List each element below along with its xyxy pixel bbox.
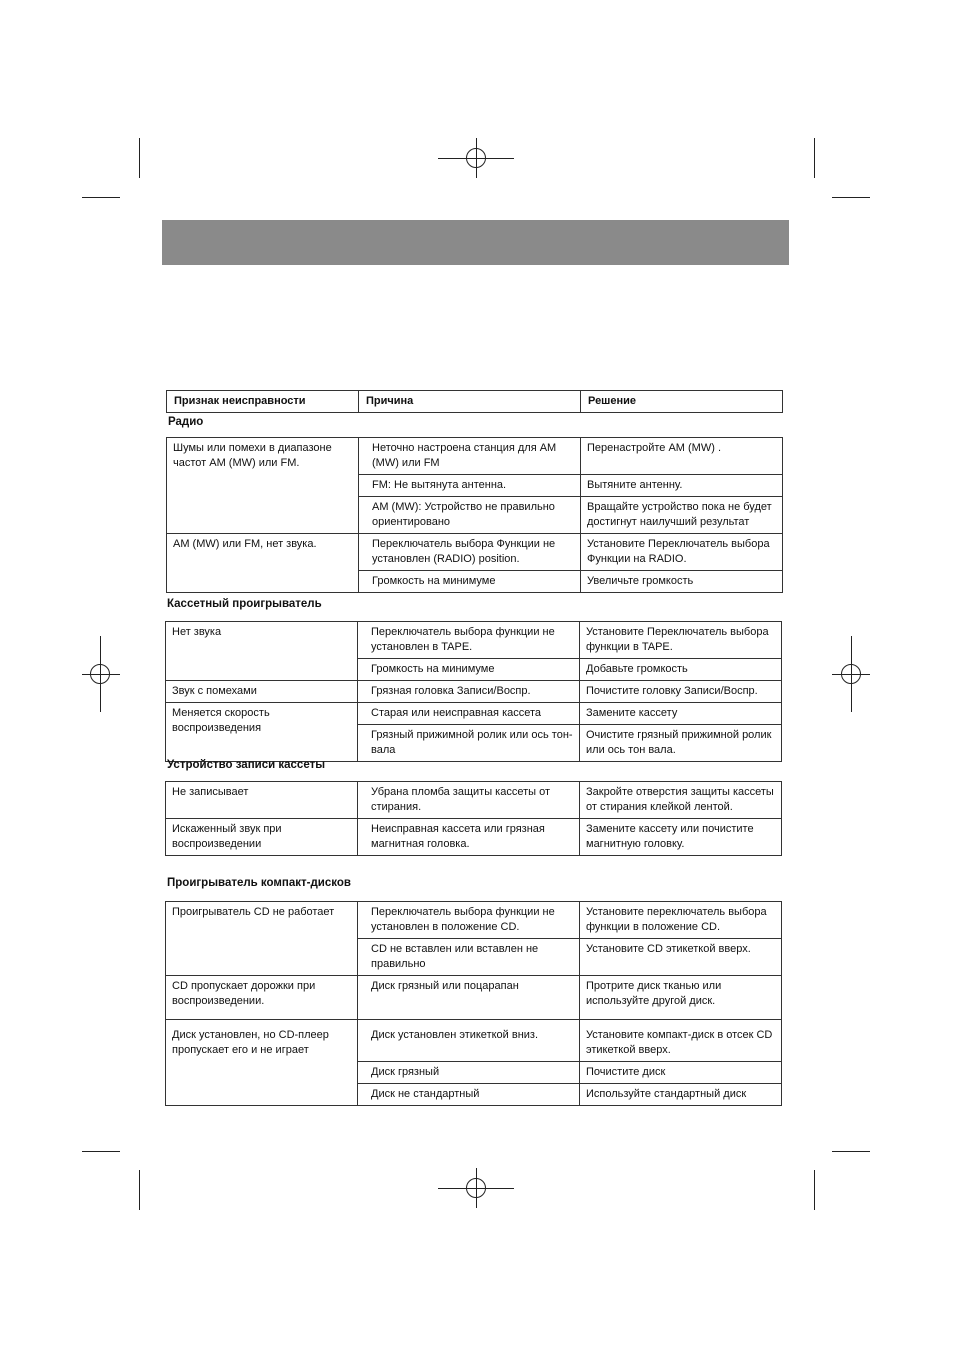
crop-mark [814, 138, 815, 178]
fix-cell: Используйте стандартный диск [580, 1084, 782, 1106]
table-row [167, 534, 783, 571]
cause-cell: Диск грязный [358, 1062, 580, 1084]
symptom-cell: Нет звука [166, 622, 358, 681]
cause-cell: FM: Не вытянута антенна. [359, 475, 581, 497]
cause-cell: Громкость на минимуме [359, 571, 581, 593]
fix-cell: Установите переключатель выбора функции в положение CD. [580, 902, 782, 939]
fix-cell: Вращайте устройство пока не будет достигнут наилучший результат [581, 497, 783, 534]
column-header-cause: Причина [359, 391, 581, 413]
table-row [166, 819, 782, 856]
fix-cell: Увеличьте громкость [581, 571, 783, 593]
crop-mark [82, 1151, 120, 1152]
cause-cell: Громкость на минимуме [358, 659, 580, 681]
symptom-cell: Меняется скорость воспроизведения [166, 703, 358, 762]
fix-cell: Добавьте громкость [580, 659, 782, 681]
symptom-cell: CD пропускает дорожки при воспроизведении. [166, 976, 358, 1020]
registration-line [476, 1168, 477, 1208]
fix-cell: Установите Переключатель выбора Функции на RADIO. [581, 534, 783, 571]
table-row [166, 703, 782, 725]
cause-cell: Грязный прижимной ролик или ось тон- вала [358, 725, 580, 762]
cause-cell: Диск установлен этикеткой вниз. [358, 1020, 580, 1062]
column-header-fix: Решение [581, 391, 783, 413]
fix-cell: Почистите диск [580, 1062, 782, 1084]
symptom-cell: Не записывает [166, 782, 358, 819]
crop-mark [139, 138, 140, 178]
table-row [166, 1020, 782, 1062]
column-header-symptom: Признак неисправности [167, 391, 359, 413]
crop-mark [82, 197, 120, 198]
table-row [166, 622, 782, 659]
cause-cell: AM (MW): Устройство не правильно ориентировано [359, 497, 581, 534]
crop-mark [139, 1170, 140, 1210]
column-header-table [166, 390, 783, 413]
cd-player-table [165, 901, 782, 1106]
cause-cell: Диск грязный или поцарапан [358, 976, 580, 1020]
fix-cell: Перенастройте AM (MW) . [581, 438, 783, 475]
cassette-recorder-table [165, 781, 782, 856]
registration-line [476, 138, 477, 178]
registration-line [100, 636, 101, 712]
symptom-cell: Искаженный звук при воспроизведении [166, 819, 358, 856]
cause-cell: Грязная головка Записи/Воспр. [358, 681, 580, 703]
section-title-cassette-recorder: Устройство записи кассеты [167, 759, 326, 771]
symptom-cell: Шумы или помехи в диапазоне частот AM (MW) или FM. [167, 438, 359, 534]
crop-mark [814, 1170, 815, 1210]
radio-table [166, 437, 783, 593]
cause-cell: Старая или неисправная кассета [358, 703, 580, 725]
fix-cell: Замените кассету [580, 703, 782, 725]
registration-line [851, 636, 852, 712]
cause-cell: Убрана пломба защиты кассеты от стирания. [358, 782, 580, 819]
page-header-bar [162, 220, 789, 265]
fix-cell: Установите CD этикеткой вверх. [580, 939, 782, 976]
section-title-cassette-player: Кассетный проигрыватель [167, 598, 322, 610]
fix-cell: Закройте отверстия защиты кассеты от стирания клейкой лентой. [580, 782, 782, 819]
section-title-cd-player: Проигрыватель компакт-дисков [167, 877, 351, 889]
cause-cell: Неисправная кассета или грязная магнитная головка. [358, 819, 580, 856]
table-row [166, 681, 782, 703]
fix-cell: Установите компакт-диск в отсек CD этикеткой вверх. [580, 1020, 782, 1062]
registration-line [82, 674, 120, 675]
fix-cell: Установите Переключатель выбора функции в TAPE. [580, 622, 782, 659]
cause-cell: Диск не стандартный [358, 1084, 580, 1106]
table-row [166, 902, 782, 939]
fix-cell: Замените кассету или почистите магнитную головку. [580, 819, 782, 856]
symptom-cell: Проигрыватель CD не работает [166, 902, 358, 976]
symptom-cell: Диск установлен, но CD-плеер пропускает его и не играет [166, 1020, 358, 1106]
fix-cell: Вытяните антенну. [581, 475, 783, 497]
cause-cell: Неточно настроена станция для AM (MW) или FM [359, 438, 581, 475]
table-row [166, 976, 782, 1020]
column-header-row [167, 391, 783, 413]
table-row [167, 438, 783, 475]
cause-cell: CD не вставлен или вставлен не правильно [358, 939, 580, 976]
fix-cell: Протрите диск тканью или используйте другой диск. [580, 976, 782, 1020]
fix-cell: Почистите головку Записи/Воспр. [580, 681, 782, 703]
cause-cell: Переключатель выбора Функции не установлен (RADIO) position. [359, 534, 581, 571]
crop-mark [832, 197, 870, 198]
crop-mark [832, 1151, 870, 1152]
symptom-cell: AM (MW) или FM, нет звука. [167, 534, 359, 593]
table-row [166, 782, 782, 819]
symptom-cell: Звук с помехами [166, 681, 358, 703]
fix-cell: Очистите грязный прижимной ролик или ось тон вала. [580, 725, 782, 762]
cause-cell: Переключатель выбора функции не установлен в положение CD. [358, 902, 580, 939]
cassette-player-table [165, 621, 782, 762]
section-title-radio: Радио [168, 416, 204, 428]
cause-cell: Переключатель выбора функции не установлен в TAPE. [358, 622, 580, 659]
